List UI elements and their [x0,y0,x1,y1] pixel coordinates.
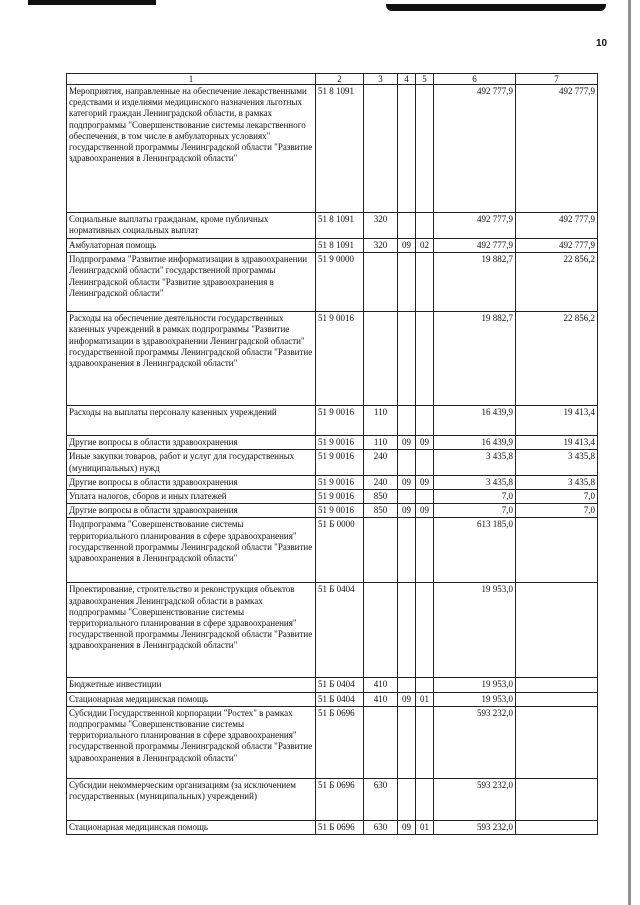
row-name: Субсидии некоммерческим организациям (за исключением государственных (муниципальных) учреждений) [67,778,316,820]
row-section: 09 [398,820,416,834]
table-row [67,85,598,213]
row-amount-2: 492 777,9 [516,213,598,239]
row-amount-2: 492 777,9 [516,85,598,213]
row-name: Амбулаторная помощь [67,239,316,253]
row-subsection [416,253,434,312]
row-amount-2: 3 435,8 [516,450,598,475]
row-amount-1: 16 439,9 [434,436,516,450]
row-code: 51 9 0016 [316,504,364,518]
scan-artifact-left [28,0,156,5]
row-section: 09 [398,692,416,706]
row-expense-type [364,312,398,406]
row-amount-1: 613 185,0 [434,518,516,583]
row-name: Уплата налогов, сборов и иных платежей [67,490,316,504]
table-row [67,436,598,450]
scan-edge-shadow [628,0,631,905]
row-expense-type: 110 [364,406,398,436]
row-code: 51 9 0016 [316,450,364,475]
row-amount-2: 492 777,9 [516,239,598,253]
row-amount-1: 16 439,9 [434,406,516,436]
row-subsection: 09 [416,475,434,489]
page-number: 10 [596,38,608,49]
row-subsection [416,490,434,504]
row-subsection [416,778,434,820]
row-subsection [416,213,434,239]
row-section [398,312,416,406]
table-row [67,678,598,692]
row-amount-1: 19 953,0 [434,692,516,706]
row-name: Другие вопросы в области здравоохранения [67,475,316,489]
row-subsection: 09 [416,436,434,450]
header-cell: 4 [398,74,416,85]
row-name: Подпрограмма "Совершенствование системы территориального планирования в сфере здравоохранения" государственной программы Ленинградской области "Развитие здравоохранения в Ленинградской области" [67,518,316,583]
budget-table [66,73,598,835]
table-row [67,406,598,436]
table-row [67,312,598,406]
row-section [398,678,416,692]
row-subsection [416,706,434,778]
row-code: 51 8 1091 [316,239,364,253]
row-section [398,583,416,678]
row-code: 51 9 0016 [316,490,364,504]
row-code: 51 9 0000 [316,253,364,312]
row-name: Социальные выплаты гражданам, кроме публичных нормативных социальных выплат [67,213,316,239]
row-amount-2 [516,692,598,706]
row-section: 09 [398,239,416,253]
header-cell: 6 [434,74,516,85]
row-amount-1: 492 777,9 [434,239,516,253]
row-section: 09 [398,504,416,518]
table-header-row [67,74,598,85]
row-code: 51 Б 0696 [316,778,364,820]
row-code: 51 9 0016 [316,436,364,450]
row-section [398,706,416,778]
row-expense-type [364,583,398,678]
row-amount-2: 22 856,2 [516,253,598,312]
table-row [67,583,598,678]
header-cell: 1 [67,74,316,85]
row-subsection [416,406,434,436]
row-amount-1: 19 882,7 [434,312,516,406]
table-row [67,253,598,312]
row-amount-1: 593 232,0 [434,706,516,778]
row-expense-type: 240 [364,450,398,475]
row-name: Расходы на обеспечение деятельности государственных казенных учреждений в рамках подпрограммы "Развитие информатизации в здравоохранении Ленинградской области" государственной программы Ленинградской области "Развитие здравоохранения в Ленинградской области" [67,312,316,406]
row-section [398,213,416,239]
row-code: 51 8 1091 [316,213,364,239]
row-expense-type [364,706,398,778]
row-amount-2: 19 413,4 [516,406,598,436]
row-code: 51 Б 0404 [316,692,364,706]
row-amount-1: 3 435,8 [434,450,516,475]
row-code: 51 Б 0404 [316,678,364,692]
row-section: 09 [398,475,416,489]
header-cell: 5 [416,74,434,85]
row-name: Подпрограмма "Развитие информатизации в здравоохранении Ленинградской области" государственной программы Ленинградской области "Развитие здравоохранения в Ленинградской области" [67,253,316,312]
row-amount-1: 593 232,0 [434,778,516,820]
table-row [67,706,598,778]
row-expense-type: 320 [364,239,398,253]
row-amount-2: 3 435,8 [516,475,598,489]
row-amount-1: 19 953,0 [434,678,516,692]
row-section: 09 [398,436,416,450]
row-amount-2: 7,0 [516,490,598,504]
row-code: 51 9 0016 [316,312,364,406]
row-amount-2 [516,706,598,778]
row-code: 51 9 0016 [316,406,364,436]
row-code: 51 Б 0696 [316,706,364,778]
row-amount-1: 593 232,0 [434,820,516,834]
row-subsection: 02 [416,239,434,253]
row-name: Проектирование, строительство и реконструкция объектов здравоохранения Ленинградской области в рамках подпрограммы "Совершенствование системы территориального планирования в сфере здравоохранения" государственной программы Ленинградской области "Развитие здравоохранения в Ленинградской области" [67,583,316,678]
row-amount-2 [516,518,598,583]
row-name: Стационарная медицинская помощь [67,692,316,706]
row-subsection [416,312,434,406]
row-amount-2 [516,778,598,820]
row-amount-2 [516,583,598,678]
table-row [67,450,598,475]
row-amount-2: 7,0 [516,504,598,518]
row-section [398,778,416,820]
row-subsection: 01 [416,692,434,706]
row-expense-type: 850 [364,490,398,504]
row-section [398,85,416,213]
row-expense-type: 630 [364,820,398,834]
row-amount-1: 19 882,7 [434,253,516,312]
table-row [67,213,598,239]
row-amount-1: 492 777,9 [434,213,516,239]
row-subsection [416,450,434,475]
table-row [67,475,598,489]
row-name: Иные закупки товаров, работ и услуг для государственных (муниципальных) нужд [67,450,316,475]
row-amount-2: 22 856,2 [516,312,598,406]
header-cell: 3 [364,74,398,85]
row-name: Расходы на выплаты персоналу казенных учреждений [67,406,316,436]
table-row [67,490,598,504]
row-name: Другие вопросы в области здравоохранения [67,504,316,518]
row-subsection [416,518,434,583]
row-subsection [416,583,434,678]
row-amount-1: 7,0 [434,504,516,518]
row-subsection [416,678,434,692]
row-expense-type: 410 [364,692,398,706]
table-row [67,778,598,820]
row-subsection: 09 [416,504,434,518]
scan-artifact-right [386,4,606,11]
row-section [398,406,416,436]
row-amount-1: 7,0 [434,490,516,504]
table-row [67,692,598,706]
row-expense-type: 850 [364,504,398,518]
row-code: 51 8 1091 [316,85,364,213]
row-expense-type: 410 [364,678,398,692]
row-amount-2 [516,820,598,834]
row-code: 51 Б 0696 [316,820,364,834]
row-section [398,450,416,475]
row-expense-type: 320 [364,213,398,239]
row-subsection [416,85,434,213]
row-expense-type: 630 [364,778,398,820]
row-section [398,253,416,312]
row-amount-2 [516,678,598,692]
row-subsection: 01 [416,820,434,834]
row-expense-type [364,85,398,213]
row-name: Мероприятия, направленные на обеспечение лекарственными средствами и изделиями медицинского назначения льготных категорий граждан Ленинградской области, в рамках подпрограммы "Совершенствование системы лекарственного обеспечения, в том числе в амбулаторных условиях" государственной программы Ленинградской области "Развитие здравоохранения в Ленинградской области" [67,85,316,213]
row-amount-1: 3 435,8 [434,475,516,489]
row-expense-type [364,253,398,312]
row-code: 51 Б 0404 [316,583,364,678]
row-expense-type [364,518,398,583]
row-code: 51 9 0016 [316,475,364,489]
row-name: Стационарная медицинская помощь [67,820,316,834]
row-amount-1: 492 777,9 [434,85,516,213]
row-code: 51 Б 0000 [316,518,364,583]
row-section [398,490,416,504]
header-cell: 2 [316,74,364,85]
row-expense-type: 110 [364,436,398,450]
header-cell: 7 [516,74,598,85]
row-name: Бюджетные инвестиции [67,678,316,692]
row-name: Субсидии Государственной корпорации "Ростех" в рамках подпрограммы "Совершенствование системы территориального планирования в сфере здравоохранения" государственной программы Ленинградской области "Развитие здравоохранения в Ленинградской области" [67,706,316,778]
row-expense-type: 240 [364,475,398,489]
table-row [67,504,598,518]
table-row [67,518,598,583]
row-name: Другие вопросы в области здравоохранения [67,436,316,450]
table-row [67,239,598,253]
table-row [67,820,598,834]
row-amount-2: 19 413,4 [516,436,598,450]
row-section [398,518,416,583]
row-amount-1: 19 953,0 [434,583,516,678]
